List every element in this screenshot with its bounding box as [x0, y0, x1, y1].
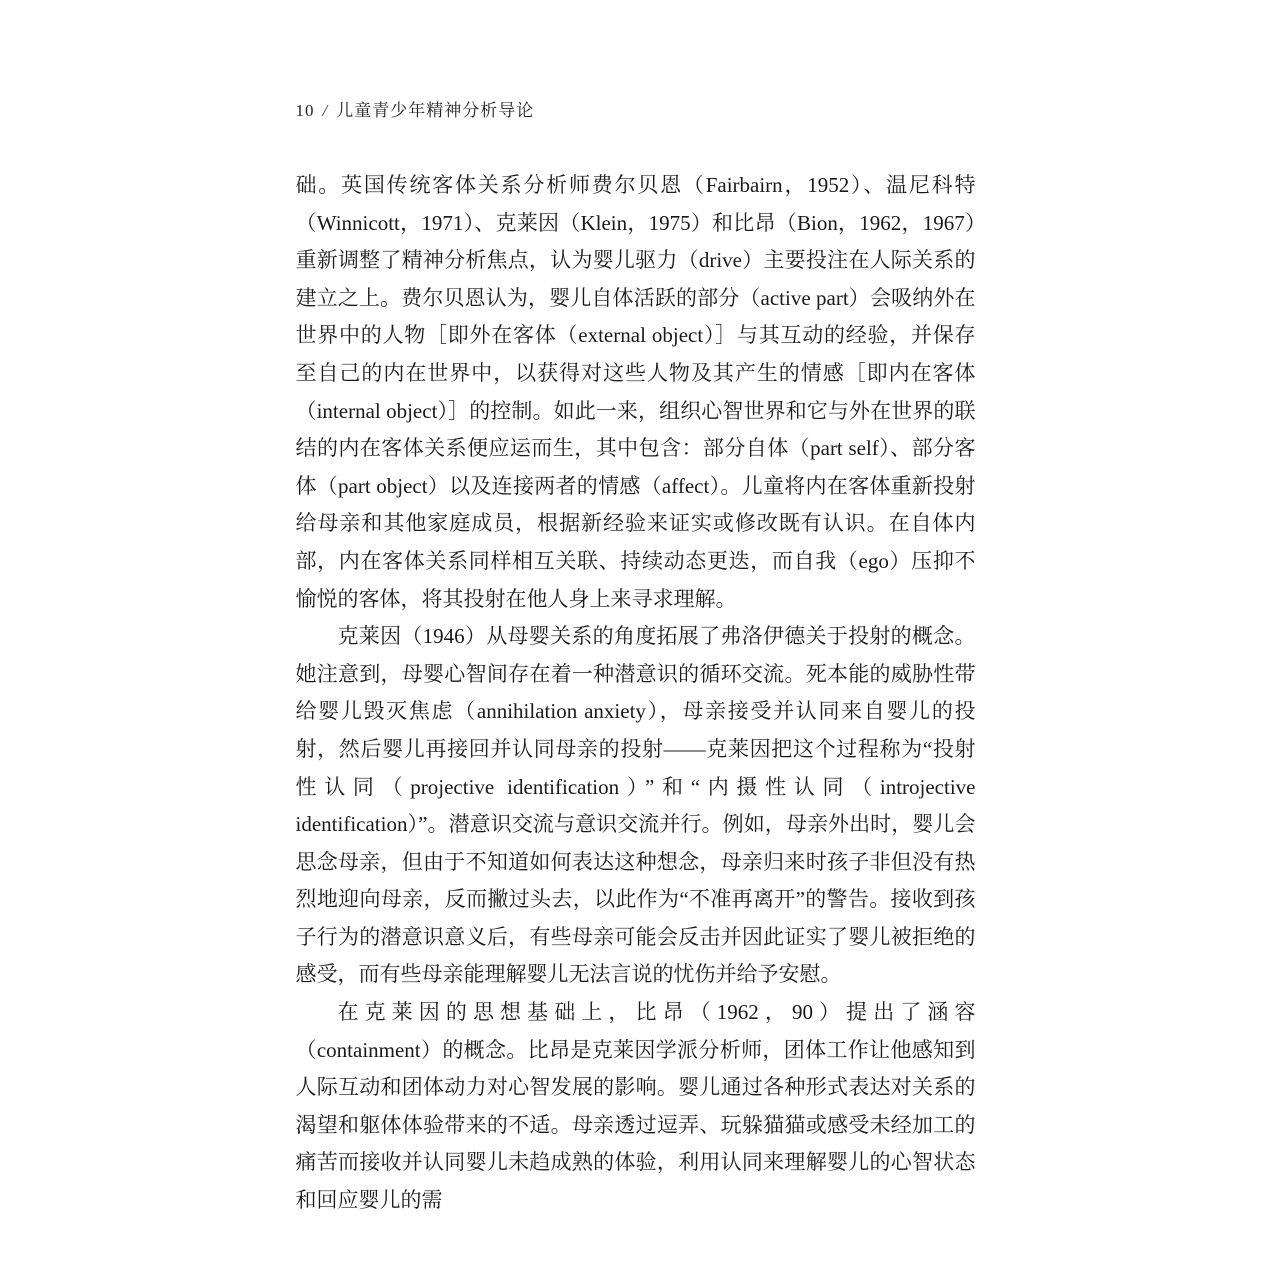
paragraph: 克莱因（1946）从母婴关系的角度拓展了弗洛伊德关于投射的概念。她注意到，母婴心智间存在着一种潜意识的循环交流。死本能的威胁性带给婴儿毁灭焦虑（annihilation anxiety），母亲接受并认同来自婴儿的投射，然后婴儿再接回并认同母亲的投射——克莱因把这个过程称为“投射性认同（projective identification）”和“内摄性认同（introjective identification）”。潜意识交流与意识交流并行。例如，母亲外出时，婴儿会思念母亲，但由于不知道如何表达这种想念，母亲归来时孩子非但没有热烈地迎向母亲，反而撇过头去，以此作为“不准再离开”的警告。接收到孩子行为的潜意识意义后，有些母亲可能会反击并因此证实了婴儿被拒绝的感受，而有些母亲能理解婴儿无法言说的忧伤并给予安慰。 — [295, 624, 976, 987]
body-text — [296, 167, 976, 1220]
running-header — [296, 96, 976, 121]
paragraph-continuation: 础。英国传统客体关系分析师费尔贝恩（Fairbairn，1952）、温尼科特（Winnicott，1971）、克莱因（Klein，1975）和比昂（Bion，1962，1967）重新调整了精神分析焦点，认为婴儿驱力（drive）主要投注在人际关系的建立之上。费尔贝恩认为，婴儿自体活跃的部分（active part）会吸纳外在世界中的人物［即外在客体（external object）］与其互动的经验，并保存至自己的内在世界中，以获得对这些人物及其产生的情感［即内在客体（internal object）］的控制。如此一来，组织心智世界和它与外在世界的联结的内在客体关系便应运而生，其中包含：部分自体（part self）、部分客体（part object）以及连接两者的情感（affect）。儿童将内在客体重新投射给母亲和其他家庭成员，根据新经验来证实或修改既有认识。在自体内部，内在客体关系同样相互关联、持续动态更迭，而自我（ego）压抑不愉悦的客体，将其投射在他人身上来寻求理解。 — [295, 173, 976, 611]
header-separator: / — [322, 101, 329, 120]
page-number: 10 — [295, 101, 315, 120]
running-title: 儿童青少年精神分析导论 — [336, 101, 535, 120]
paragraph: 在克莱因的思想基础上，比昂（1962，90）提出了涵容（containment）的概念。比昂是克莱因学派分析师，团体工作让他感知到人际互动和团体动力对心智发展的影响。婴儿通过各种形式表达对关系的渴望和躯体体验带来的不适。母亲透过逗弄、玩躲猫猫或感受未经加工的痛苦而接收并认同婴儿未趋成熟的体验，利用认同来理解婴儿的心智状态和回应婴儿的需 — [295, 1000, 976, 1213]
page-content — [296, 0, 976, 1220]
